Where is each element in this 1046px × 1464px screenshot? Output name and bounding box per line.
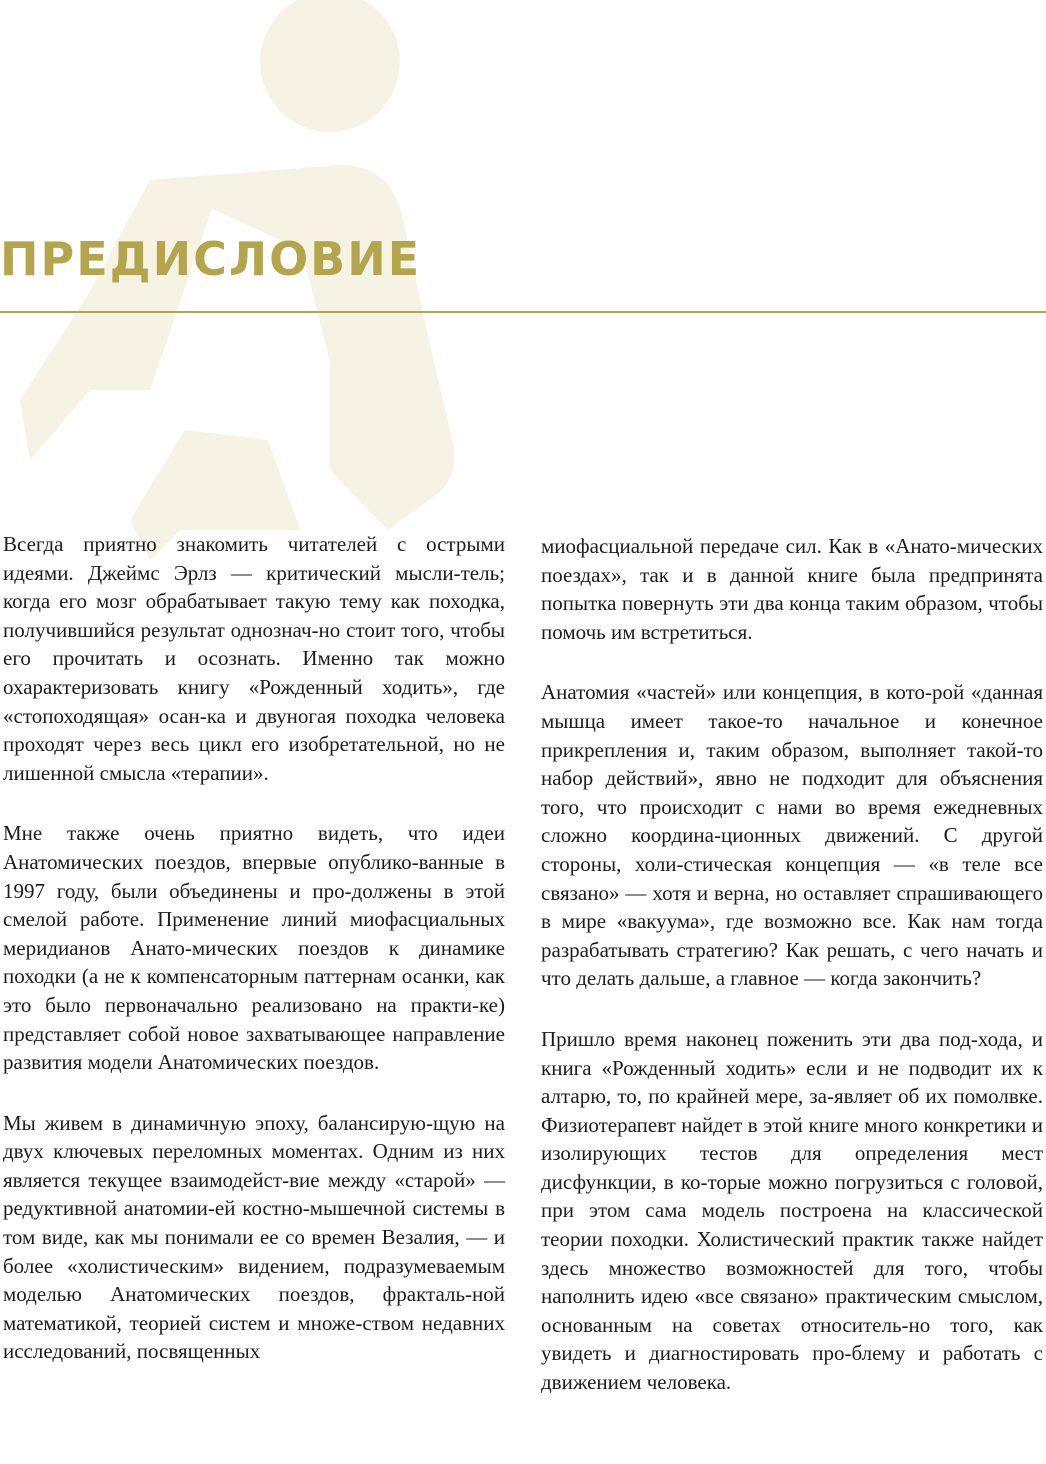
- paragraph: Мы живем в динамичную эпоху, балансирую-щую на двух ключевых переломных моментах. Одним из них является текущее взаимодейст-вие между «старой» — редуктивной анатомии-ей костно-мышечной системы в том виде, как мы понимали ее со времен Везалия, — и более «холистическим» видением, подразумеваемым моделью Анатомических поездов, фракталь-ной математикой, теорией систем и множе-ством недавних исследований, посвященных: [3, 1110, 505, 1364]
- paragraph: Всегда приятно знакомить читателей с острыми идеями. Джеймс Эрлз — критический мысли-тель; когда его мозг обрабатывает такую тему как походка, получившийся результат однознач-но стоит того, чтобы его прочитать и осознать. Именно так можно охарактеризовать книгу «Рожденный ходить», где «стопоходящая» осан-ка и двуногая походка человека проходят через весь цикл его изобретательной, но не лишенной смысла «терапии».: [3, 532, 505, 785]
- paragraph: Пришло время наконец поженить эти два под-хода, и книга «Рожденный ходить» если и не подводит их к алтарю, то, по крайней мере, за-являет об их помолвке. Физиотерапевт найдет в этой книге много конкретики и изолирующих тестов для определения мест дисфункции, в ко-торые можно погрузиться с головой, при этом сама модель построена на классической теории походки. Холистический практик также найдет здесь множество возможностей для того, чтобы наполнить идею «все связано» практическим смыслом, основанным на советах относитель-но того, как увидеть и диагностировать про-блему и работать с движением человека.: [541, 1026, 1043, 1395]
- paragraph: миофасциальной передаче сил. Как в «Анато-мических поездах», так и в данной книге была предпринята попытка повернуть эти два конца таким образом, чтобы помочь им встретиться.: [541, 534, 1043, 644]
- right-column: [541, 532, 1043, 1429]
- paragraph: Анатомия «частей» или концепция, в кото-рой «данная мышца имеет такое-то начальное и конечное прикрепления и, таким образом, выполняет такой-то набор действий», явно не подходит для объяснения того, что происходит с нами во время ежедневных сложно координа-ционных движений. С другой стороны, холи-стическая концепция — «в теле все связано» — хотя и верна, но оставляет спрашивающего в мире «вакуума», где возможно все. Как нам тогда разрабатывать стратегию? Как решать, с чего начать и что делать дальше, а главное — когда закончить?: [541, 680, 1043, 991]
- chapter-title: ПРЕДИСЛОВИЕ: [0, 232, 422, 286]
- left-column: [3, 530, 505, 1398]
- paragraph: Мне также очень приятно видеть, что идеи Анатомических поездов, впервые опублико-ванные в 1997 году, были объединены и про-должены в этой смелой работе. Применение линий миофасциальных меридианов Анато-мических поездов к динамике походки (а не к компенсаторным паттернам осанки, как это было первоначально реализовано на практи-ке) представляет собой новое захватывающее направление развития модели Анатомических поездов.: [3, 821, 505, 1075]
- title-divider: [0, 311, 1046, 313]
